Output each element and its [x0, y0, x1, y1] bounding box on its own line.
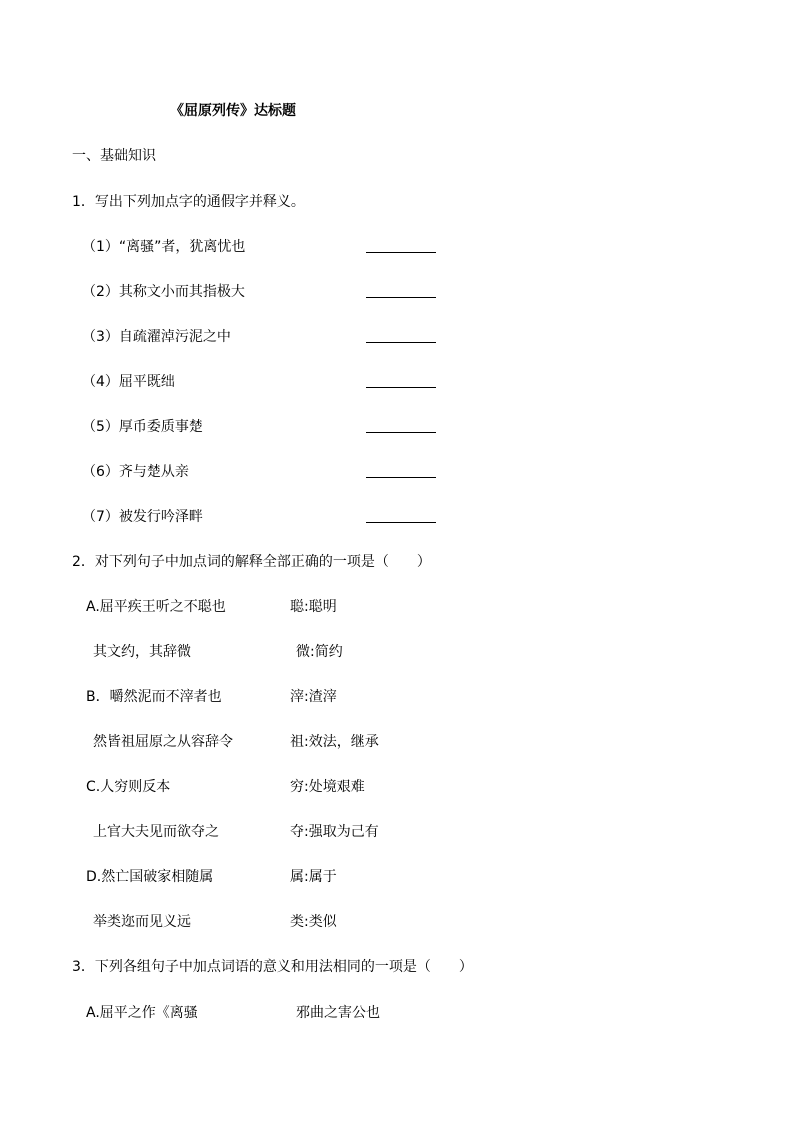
question-2-stem: 2．对下列句子中加点词的解释全部正确的一项是（ ） [72, 554, 431, 570]
question-2-option-b-gloss-1: 滓:渣滓 [290, 689, 337, 705]
question-2-option-a-gloss-2: 微:简约 [296, 644, 343, 660]
question-1-item-2: （2）其称文小而其指极大 [82, 284, 245, 300]
question-2-option-c-gloss-1: 穷:处境艰难 [290, 779, 365, 795]
question-2-option-d-gloss-2: 类:类似 [290, 914, 337, 930]
question-3-option-a-sentence-2: 邪曲之害公也 [296, 1005, 380, 1021]
section-heading-basic-knowledge: 一、基础知识 [72, 148, 156, 164]
document-title: 《屈原列传》达标题 [170, 103, 296, 119]
question-1-item-5: （5）厚币委质事楚 [82, 419, 203, 435]
answer-blank-2[interactable] [366, 297, 436, 298]
question-2-option-b-sentence-1: B．嚼然泥而不滓者也 [86, 689, 222, 705]
answer-blank-3[interactable] [366, 342, 436, 343]
question-1-stem: 1．写出下列加点字的通假字并释义。 [72, 194, 305, 210]
answer-blank-1[interactable] [366, 252, 436, 253]
question-2-option-b-gloss-2: 祖:效法，继承 [290, 734, 379, 750]
answer-blank-4[interactable] [366, 387, 436, 388]
question-2-option-c-gloss-2: 夺:强取为己有 [290, 824, 379, 840]
question-2-option-d-sentence-2: 举类迩而见义远 [93, 914, 191, 930]
question-1-item-6: （6）齐与楚从亲 [82, 464, 189, 480]
question-2-option-d-gloss-1: 属:属于 [290, 869, 337, 885]
question-2-option-d-sentence-1: D.然亡国破家相随属 [86, 869, 214, 885]
question-2-option-c-sentence-2: 上官大夫见而欲夺之 [93, 824, 219, 840]
answer-blank-7[interactable] [366, 522, 436, 523]
question-1-item-4: （4）屈平既绌 [82, 374, 175, 390]
question-1-item-1: （1）“离骚”者，犹离忧也 [82, 239, 246, 255]
question-2-option-a-gloss-1: 聪:聪明 [290, 599, 337, 615]
question-2-option-a-sentence-1: A.屈平疾王听之不聪也 [86, 599, 226, 615]
question-3-option-a-sentence-1: A.屈平之作《离骚 [86, 1005, 198, 1021]
answer-blank-5[interactable] [366, 432, 436, 433]
question-3-stem: 3．下列各组句子中加点词语的意义和用法相同的一项是（ ） [72, 959, 473, 975]
question-2-option-a-sentence-2: 其文约，其辞微 [93, 644, 191, 660]
answer-blank-6[interactable] [366, 477, 436, 478]
question-1-item-7: （7）被发行吟泽畔 [82, 509, 203, 525]
question-2-option-c-sentence-1: C.人穷则反本 [86, 779, 171, 795]
question-1-item-3: （3）自疏濯淖污泥之中 [82, 329, 231, 345]
question-2-option-b-sentence-2: 然皆祖屈原之从容辞令 [93, 734, 233, 750]
